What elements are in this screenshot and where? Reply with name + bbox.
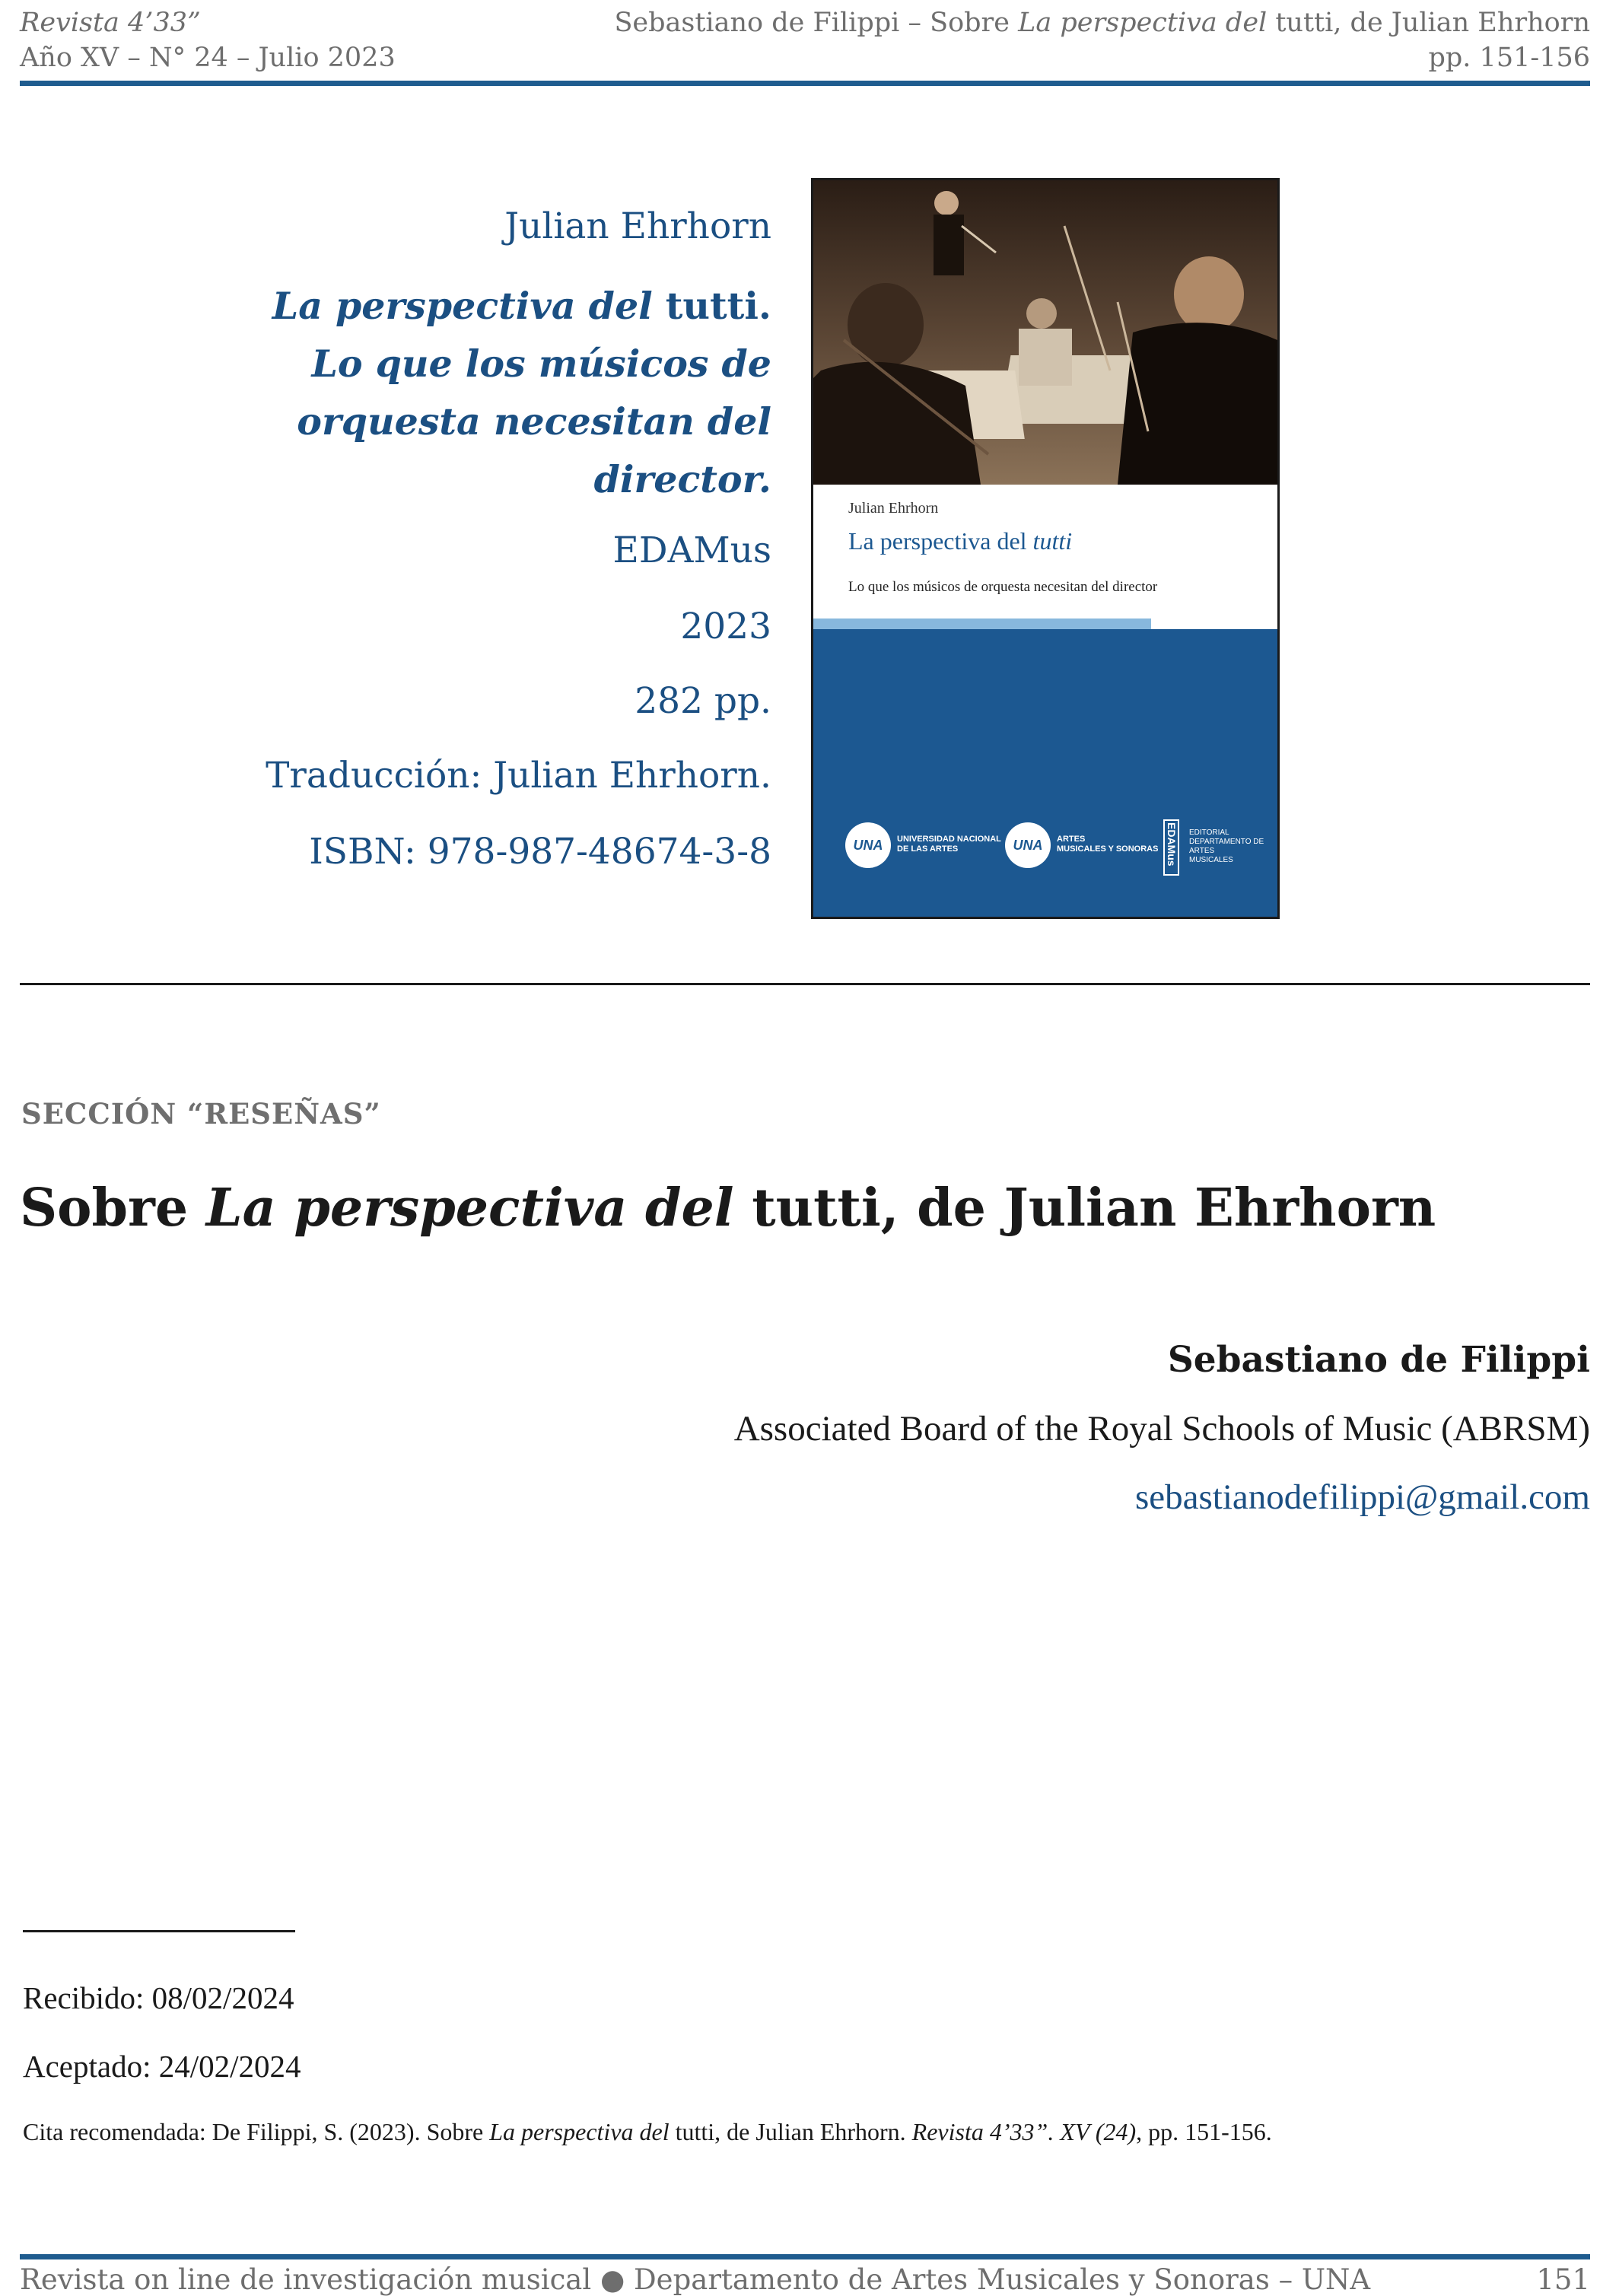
footer-text: Revista on line de investigación musical ● Departamento de Artes Musicales y Sonoras – UNA — [20, 2263, 1371, 2296]
received-date: Recibido: 08/02/2024 — [23, 1980, 294, 2015]
author-block — [734, 1336, 1590, 1522]
una-logo-text: UNIVERSIDAD NACIONAL DE LAS ARTES — [897, 835, 1001, 854]
artes-logo-icon: UNA — [1005, 822, 1051, 868]
article-title: Sobre La perspectiva del tutti, de Julian Ehrhorn — [20, 1178, 1436, 1239]
section-divider — [20, 983, 1590, 985]
cover-author: Julian Ehrhorn — [848, 500, 939, 517]
book-year: 2023 — [680, 606, 771, 647]
cover-accent-bar — [813, 619, 1151, 629]
book-publisher: EDAMus — [612, 529, 771, 571]
cover-photo — [813, 180, 1277, 485]
footer-rule — [20, 2254, 1590, 2259]
author-affiliation: Associated Board of the Royal Schools of Music (ABRSM) — [733, 1409, 1590, 1449]
book-info — [193, 204, 771, 875]
author-name: Sebastiano de Filippi — [1167, 1339, 1590, 1381]
section-label: SECCIÓN “RESEÑAS” — [21, 1097, 381, 1131]
una-logo-icon: UNA — [845, 822, 891, 868]
artes-logo-text: ARTES MUSICALES Y SONORAS — [1057, 835, 1159, 854]
cover-logo-panel — [813, 629, 1277, 917]
page-number: 151 — [1536, 2263, 1590, 2296]
issue-info: Año XV – N° 24 – Julio 2023 — [20, 43, 396, 73]
orchestra-photo-illustration — [813, 180, 1277, 485]
book-cover-image — [811, 178, 1280, 919]
book-author: Julian Ehrhorn — [504, 205, 771, 247]
cover-subtitle: Lo que los músicos de orquesta necesitan del director — [848, 579, 1158, 595]
author-email-link[interactable]: sebastianodefilippi@gmail.com — [1134, 1477, 1590, 1517]
page-range: pp. 151-156 — [1428, 43, 1590, 73]
cover-title: La perspectiva del tutti — [848, 527, 1073, 555]
journal-name: Revista 4’33” — [20, 8, 201, 38]
header-rule — [20, 81, 1590, 86]
book-pages: 282 pp. — [635, 680, 771, 722]
edamus-logo-icon: EDAMus — [1163, 819, 1179, 876]
edamus-logo-text: EDITORIAL DEPARTAMENTO DE ARTES MUSICALES — [1189, 828, 1264, 864]
book-translation: Traducción: Julian Ehrhorn. — [266, 755, 771, 797]
book-title: La perspectiva del tutti. Lo que los músicos de orquesta necesitan del director. — [272, 284, 771, 501]
recommended-citation: Cita recomendada: De Filippi, S. (2023). Sobre La perspectiva del tutti, de Julian Ehrhorn. Revista 4’33”. XV (24), pp. 151-156. — [23, 2118, 1272, 2145]
footnote-rule — [23, 1930, 295, 1932]
running-title: Sebastiano de Filippi – Sobre La perspectiva del tutti, de Julian Ehrhorn — [614, 8, 1590, 38]
book-isbn: ISBN: 978-987-48674-3-8 — [309, 831, 771, 873]
accepted-date: Aceptado: 24/02/2024 — [23, 2049, 301, 2084]
